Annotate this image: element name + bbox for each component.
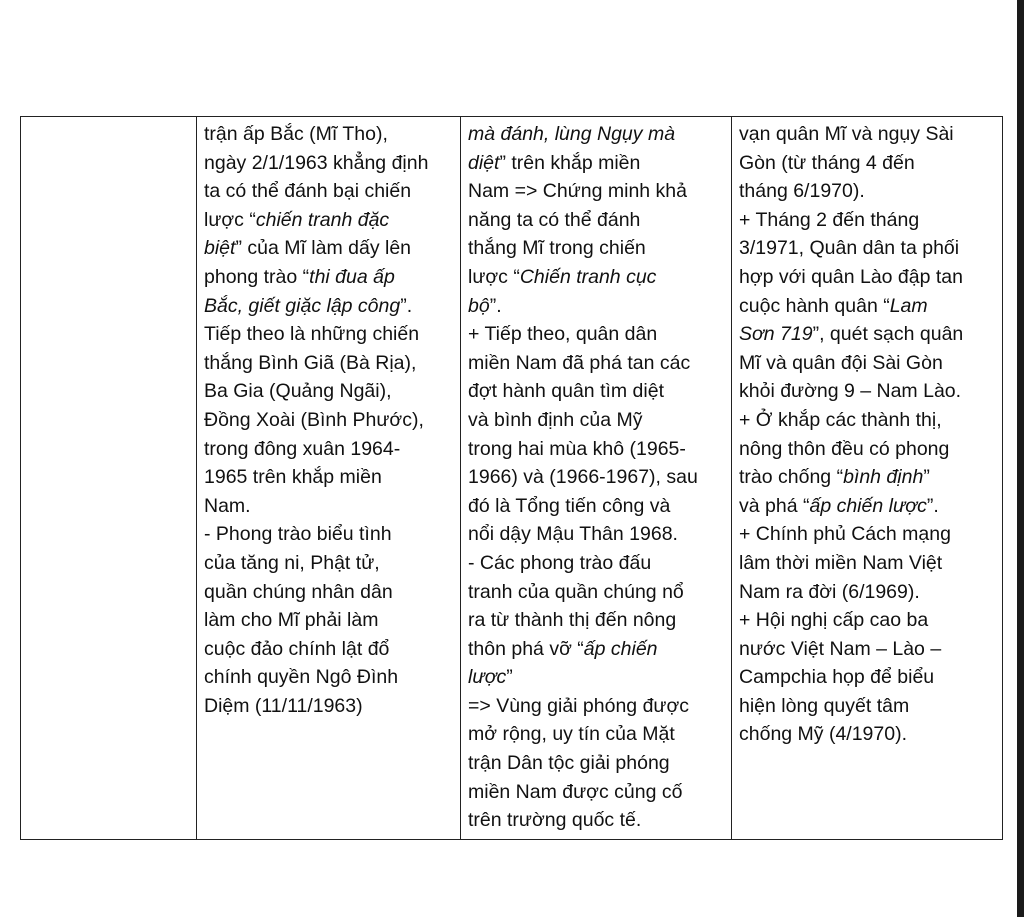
text-segment: thôn phá vỡ “ — [468, 637, 584, 660]
text-segment: lâm thời miền Nam Việt — [739, 551, 943, 574]
text-segment: ” — [506, 666, 513, 689]
table-cell-local-war — [461, 117, 732, 840]
text-segment: của tăng ni, Phật tử, — [204, 551, 380, 574]
text-segment: hiện lòng quyết tâm — [739, 694, 910, 717]
text-line — [468, 520, 725, 549]
text-line — [468, 149, 725, 178]
text-segment: 1965 trên khắp miền — [204, 466, 382, 489]
table-cell-movements-1963 — [197, 117, 461, 840]
text-segment: Nam ra đời (6/1969). — [739, 580, 920, 603]
text-line — [739, 149, 996, 178]
text-line — [739, 578, 996, 607]
text-line — [204, 435, 454, 464]
italic-text: Sơn 719 — [739, 323, 813, 346]
text-segment: đợt hành quân tìm diệt — [468, 380, 664, 403]
text-line — [739, 206, 996, 235]
text-line — [739, 377, 996, 406]
text-segment: => Vùng giải phóng được — [468, 694, 690, 717]
text-line — [204, 406, 454, 435]
text-segment: ” của Mĩ làm dấy lên — [235, 237, 412, 260]
table-row — [21, 117, 1003, 840]
text-segment: 1966) và (1966-1967), sau — [468, 466, 698, 489]
text-segment: 3/1971, Quân dân ta phối — [739, 237, 960, 260]
text-segment: làm cho Mĩ phải làm — [204, 609, 379, 632]
text-line — [739, 120, 996, 149]
text-line — [204, 549, 454, 578]
text-line — [739, 492, 996, 521]
text-segment: lược “ — [468, 265, 520, 288]
text-segment: + Hội nghị cấp cao ba — [739, 609, 929, 632]
text-line — [468, 406, 725, 435]
text-line — [739, 520, 996, 549]
text-segment: trong hai mùa khô (1965- — [468, 437, 686, 460]
text-line — [468, 663, 725, 692]
italic-text: Lam — [889, 294, 928, 317]
italic-text: Chiến tranh cục — [519, 265, 657, 288]
text-segment: Nam. — [204, 494, 251, 517]
italic-text: diệt — [468, 151, 500, 174]
text-line — [468, 435, 725, 464]
text-segment: ” trên khắp miền — [499, 151, 641, 174]
text-segment: + Chính phủ Cách mạng — [739, 523, 951, 546]
text-line — [739, 435, 996, 464]
italic-text: bình định — [843, 466, 924, 489]
text-line — [468, 606, 725, 635]
text-segment: và phá “ — [739, 494, 810, 517]
text-line — [468, 492, 725, 521]
text-segment: cuộc đảo chính lật đổ — [204, 637, 390, 660]
italic-text: Bắc, giết giặc lập công — [204, 294, 401, 317]
text-segment: Nam => Chứng minh khả — [468, 180, 687, 203]
text-segment: mở rộng, uy tín của Mặt — [468, 723, 675, 746]
text-segment: ”. — [489, 294, 502, 317]
text-segment: Đồng Xoài (Bình Phước), — [204, 408, 424, 431]
text-line — [468, 234, 725, 263]
text-segment: trên trường quốc tế. — [468, 809, 642, 832]
italic-text: ấp chiến lược — [809, 494, 927, 517]
text-segment: nước Việt Nam – Lào – — [739, 637, 942, 660]
text-segment: thắng Mĩ trong chiến — [468, 237, 646, 260]
text-line — [739, 406, 996, 435]
text-segment: Diệm (11/11/1963) — [204, 694, 363, 717]
text-line — [468, 463, 725, 492]
text-segment: miền Nam đã phá tan các — [468, 351, 691, 374]
text-segment: Ba Gia (Quảng Ngãi), — [204, 380, 392, 403]
text-segment: - Các phong trào đấu — [468, 551, 652, 574]
text-line — [468, 263, 725, 292]
text-line — [204, 120, 454, 149]
italic-text: bộ — [468, 294, 490, 317]
text-line — [204, 463, 454, 492]
text-line — [204, 320, 454, 349]
text-line — [204, 206, 454, 235]
text-segment: tranh của quần chúng nổ — [468, 580, 684, 603]
text-segment: hợp với quân Lào đập tan — [739, 265, 963, 288]
text-segment: đó là Tổng tiến công và — [468, 494, 671, 517]
text-segment: thắng Bình Giã (Bà Rịa), — [204, 351, 417, 374]
text-line — [739, 663, 996, 692]
italic-text: thi đua ấp — [309, 265, 395, 288]
text-line — [468, 692, 725, 721]
text-segment: chính quyền Ngô Đình — [204, 666, 399, 689]
text-line — [468, 720, 725, 749]
text-segment: trận ấp Bắc (Mĩ Tho), — [204, 123, 388, 145]
text-line — [468, 578, 725, 607]
text-line — [204, 578, 454, 607]
text-segment: khỏi đường 9 – Nam Lào. — [739, 380, 962, 403]
text-line — [739, 720, 996, 749]
text-segment: ”, quét sạch quân — [812, 323, 964, 346]
text-line — [468, 778, 725, 807]
text-segment: Gòn (từ tháng 4 đến — [739, 151, 915, 174]
text-line — [204, 377, 454, 406]
text-segment: vạn quân Mĩ và ngụy Sài — [739, 123, 954, 145]
text-line — [468, 177, 725, 206]
italic-text: ấp chiến — [583, 637, 658, 660]
text-line — [739, 292, 996, 321]
text-line — [739, 177, 996, 206]
text-line — [739, 320, 996, 349]
text-segment: ”. — [400, 294, 413, 317]
text-segment: ” — [923, 466, 930, 489]
text-segment: - Phong trào biểu tình — [204, 523, 392, 546]
text-line — [739, 463, 996, 492]
text-segment: trong đông xuân 1964- — [204, 437, 401, 460]
text-line — [468, 749, 725, 778]
text-segment: nổi dậy Mậu Thân 1968. — [468, 523, 678, 546]
text-line — [739, 606, 996, 635]
text-segment: cuộc hành quân “ — [739, 294, 890, 317]
text-segment: trào chống “ — [739, 466, 844, 489]
text-segment: Mĩ và quân đội Sài Gòn — [739, 351, 943, 374]
text-line — [204, 349, 454, 378]
text-line — [204, 292, 454, 321]
italic-text: lược — [468, 666, 507, 689]
table-cell-1969-1971 — [732, 117, 1003, 840]
text-segment: phong trào “ — [204, 265, 310, 288]
text-segment: chống Mỹ (4/1970). — [739, 723, 908, 746]
text-line — [204, 177, 454, 206]
text-line — [468, 120, 725, 149]
text-line — [468, 806, 725, 835]
text-line — [468, 320, 725, 349]
text-line — [468, 635, 725, 664]
italic-text: mà đánh, lùng Ngụy mà — [468, 123, 676, 145]
text-segment: ”. — [926, 494, 939, 517]
text-segment: năng ta có thể đánh — [468, 208, 641, 231]
italic-text: biệt — [204, 237, 236, 260]
text-line — [204, 492, 454, 521]
text-segment: + Tiếp theo, quân dân — [468, 323, 658, 346]
text-line — [468, 292, 725, 321]
text-segment: + Ở khắp các thành thị, — [739, 408, 942, 431]
text-segment: trận Dân tộc giải phóng — [468, 752, 670, 775]
text-line — [739, 263, 996, 292]
text-line — [468, 377, 725, 406]
text-segment: và bình định của Mỹ — [468, 408, 643, 431]
text-line — [739, 549, 996, 578]
text-line — [204, 234, 454, 263]
text-segment: quần chúng nhân dân — [204, 580, 393, 603]
text-line — [204, 635, 454, 664]
text-segment: ta có thể đánh bại chiến — [204, 180, 412, 203]
text-line — [204, 520, 454, 549]
text-segment: nông thôn đều có phong — [739, 437, 950, 460]
text-segment: lược “ — [204, 208, 256, 231]
text-line — [739, 234, 996, 263]
text-line — [468, 549, 725, 578]
italic-text: chiến tranh đặc — [255, 208, 390, 231]
table-cell-empty — [21, 117, 197, 840]
page-edge-shadow — [1017, 0, 1024, 917]
text-segment: + Tháng 2 đến tháng — [739, 208, 920, 231]
text-segment: ngày 2/1/1963 khẳng định — [204, 151, 429, 174]
text-segment: Campchia họp để biểu — [739, 666, 935, 689]
text-segment: Tiếp theo là những chiến — [204, 323, 420, 346]
text-line — [204, 263, 454, 292]
text-line — [739, 692, 996, 721]
text-line — [468, 206, 725, 235]
text-line — [204, 663, 454, 692]
text-line — [468, 349, 725, 378]
text-line — [739, 635, 996, 664]
text-segment: miền Nam được củng cố — [468, 780, 683, 803]
text-line — [739, 349, 996, 378]
history-table — [20, 116, 1003, 840]
text-segment: tháng 6/1970). — [739, 180, 865, 203]
text-segment: ra từ thành thị đến nông — [468, 609, 677, 632]
text-line — [204, 149, 454, 178]
text-line — [204, 692, 454, 721]
text-line — [204, 606, 454, 635]
